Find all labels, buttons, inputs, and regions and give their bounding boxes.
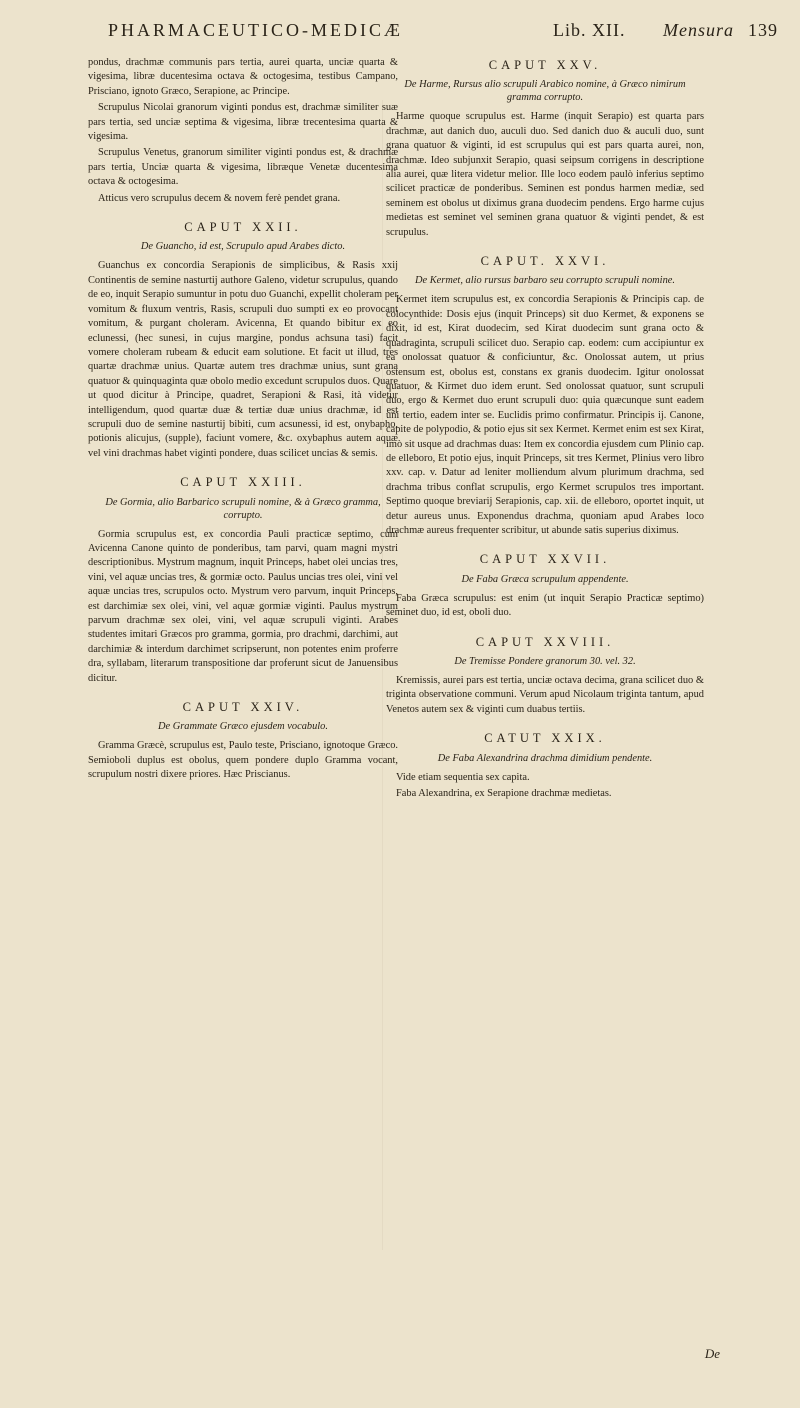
chapter-subtitle: De Faba Græca scrupulum appendente.	[461, 573, 629, 585]
catchword: De	[704, 1346, 720, 1361]
running-title: PHARMACEUTICO-MEDICÆ	[108, 20, 404, 40]
chapter-subtitle: De Kermet, alio rursus barbaro seu corrupto scrupuli nomine.	[415, 275, 675, 287]
left-column	[88, 56, 398, 785]
chapter-heading: CAPUT. XXVI.	[480, 254, 610, 269]
chapter-heading: CAPUT XXII.	[184, 220, 302, 235]
paragraph: Faba Græca scrupulus: est enim (ut inquit Serapio Practicæ septimo) seminet duo, id est, oboli duo.	[386, 592, 704, 619]
chapter-subtitle: De Gormia, alio Barbarico scrupuli nomine, & à Græco gramma, corrupto.	[105, 496, 381, 521]
paragraph: Kremissis, aurei pars est tertia, unciæ octava decima, grana scilicet duo & triginta observatione communi. Verum apud Nicolaum triginta tantum, apud Venetos autem sex & viginti cum duabus tertiis.	[386, 675, 704, 715]
chapter-heading: CAPUT XXV.	[488, 58, 602, 72]
paragraph: Guanchus ex concordia Serapionis de simplicibus, & Rasis xxij Continentis de semine nasturtij authore Galeno, videtur scrupulus, quando de eo, inquit Serapio sumuntur in potu duo Guanchi, expellit choleram per vomitum & fluxum ventris, Rasis, scrupuli duo sumpti ex eo provocant vomitum, & purgant choleram. Avicenna, Et quando bibitur ex eo eclunessi, (hec sunesi, in cujus margine, pondus achsuna tasi) facit vomere choleram rubeam & educit eam solutione. Et facit ut illud, tres quartæ drachmæ unius. Quartæ autem tres drachmæ unius, sunt grana quatuor & quinquaginta quæ obolo medio excedunt scrupulos duos. Quare ut quod dicitur à Principe, quadret, Serapioni & Rasi, ità videtur intelligendum, quod quartæ duæ & tertiæ duæ unius drachmæ, id est scrupuli duo de semine nasturtij bibiti, cum acsunessi, id est, onybapho, potionis alicujus, (supple), faciunt vomere, &c. oxybaphus autem aquæ vel vini drachmas habet viginti pondere, duas scilicet uncias & semis.	[88, 260, 398, 459]
chapter-subtitle: De Grammate Græco ejusdem vocabulo.	[158, 721, 328, 733]
chapter-subtitle: De Faba Alexandrina drachma dimidium pendente.	[437, 752, 653, 764]
paragraph: pondus, drachmæ communis pars tertia, aurei quarta, unciæ quarta & vigesima, libræ ducentesima octava & octogesima, testibus Campano, Prisciano, ignoto Græco, Serapione, ac Principe.	[88, 57, 398, 97]
paragraph: Scrupulus Nicolai granorum viginti pondus est, drachmæ similiter suæ pars tertia, sed unciæ septima & vigesima, libræ trecentesima quarta & vigesima.	[88, 102, 398, 143]
running-header	[88, 20, 780, 50]
chapter-heading: CAPUT XXVIII.	[475, 634, 615, 649]
paragraph: Vide etiam sequentia sex capita.	[396, 771, 530, 783]
paragraph: Kermet item scrupulus est, ex concordia Serapionis & Principis cap. de colocynthide: Dosis ejus (inquit Princeps) sit duo Kermet, & exponens se dixit, id est, Kirat duodecim, sed Kirat duodecim sunt grana octo & quadraginta, scrupuli scilicet duo. Serapio cap. eodem: cum accipiuntur ex ea onolossat quatuor & conficiuntur, &c. Onolossat autem, ut prius ostensum est, obolus est, constans ex granis duodecim. Igitur onolossat quatuor, & Kirmet duo idem erunt. Sed onolossat quatuor, sunt scrupuli duo, ergo & Kermet duo erunt scrupuli duo: quia quæcunque sunt eadem uni tertio, eadem inter se. Euclidis primo confirmatur. Principis ij. Canone, capite de polypodio, & potio ejus sit sex Kermet. Kermet enim est sex Kirat, imò sit usque ad drachmas duas: Item ex concordia ejusdem cum Plinio cap. de elleboro, Et potio ejus, inquit Princeps, sit tres Kermet, Plinius vero libro xxv. cap. v. Datur ad leniter molliendum alvum plurimum drachma, sed drachma tribus conflat scrupulis, ergo Kermet scrupulos tres important. Septimo quoque breviarij Serapionis, cap. xii. de elleboro, oportet inquit, ut detur aureus unus. Exponendus drachma, quoniam apud Arabes loco drachmæ aureus frequenter scribitur, ut abunde satis superius diximus.	[386, 294, 704, 536]
chapter-heading: CAPUT XXIV.	[182, 700, 304, 715]
book-number: Lib. XII.	[553, 20, 626, 40]
paragraph: Gramma Græcè, scrupulus est, Paulo teste, Prisciano, ignotoque Græco. Semioboli duplus est obolus, quem pondere duplo Gramma vocant, scrupulum nostri dixere priores. Hæc Priscianus.	[88, 740, 398, 781]
chapter-subtitle: De Guancho, id est, Scrupulo apud Arabes dicto.	[140, 241, 346, 253]
chapter-heading: CATUT XXIX.	[484, 731, 606, 746]
paragraph: Atticus vero scrupulus decem & novem ferè pendet grana.	[98, 192, 341, 204]
paragraph: Gormia scrupulus est, ex concordia Pauli practicæ septimo, cum Avicenna Canone quinto de ponderibus, tam parvi, quam magni mystri descriptionibus. Mystrum magnum, inquit Princeps, habet olei uncias tres, vini, vel aquæ uncias tres, & gormiæ octo. Paulus uncias tres olei, vini vel aquæ uncias tres, scrupulos octo. Mystrum vero parvum, inquit Princeps, est darchimiæ sex olei, vini, vel aquæ gormiæ viginti. Paulus mystrum parvum drachmæ sex olei, vini, vel aquæ scrupuli viginti. Arabes studentes imitari Græcos pro gramma, gormia, pro drachmi, darchimi, aut darchimiæ & interdum darchimet scripserunt, non potentes enim proferre dra, syllabam, literarum transpositione dar proferunt sicut de Januensibus dicitur.	[88, 528, 398, 684]
page-number: 139	[748, 20, 778, 40]
right-column	[386, 56, 704, 803]
marginal-note: Mensura	[663, 20, 734, 40]
chapter-heading: CAPUT XXVII.	[479, 552, 611, 567]
chapter-heading: CAPUT XXIII.	[180, 475, 306, 490]
chapter-subtitle: De Harme, Rursus alio scrupuli Arabico nomine, à Græco nimirum gramma corrupto.	[404, 79, 686, 104]
paragraph: Harme quoque scrupulus est. Harme (inquit Serapio) est quarta pars drachmæ, aut danich duo, auculi duo. Sed danich duo & auculi duo, sunt grana quatuor & viginti, id est scrupulus qui est pars quarta aurei, non, drachmæ. Ideo subjunxit Serapio, quasi seipsum corrigens in descriptione alia aurei, quæ litera videtur melior. Ille loco eodem paulò inferius septimo scilicet practicæ de ponderibus. Seminen est pondus harmen mediæ, sed seminem est obolus ut diximus grana duodecim pendens. Ergo harme cujus medietas est seminet vel seminen grana quatuor & viginti pendet, & est scrupulus.	[386, 111, 704, 238]
paragraph: Scrupulus Venetus, granorum similiter viginti pondus est, & drachmæ pars tertia, Unciæ quarta & vigesima, libræque Venetæ ducentesima octava & octogesima.	[88, 147, 398, 188]
paragraph: Faba Alexandrina, ex Serapione drachmæ medietas.	[396, 788, 612, 800]
chapter-subtitle: De Tremisse Pondere granorum 30. vel. 32.	[454, 656, 636, 667]
